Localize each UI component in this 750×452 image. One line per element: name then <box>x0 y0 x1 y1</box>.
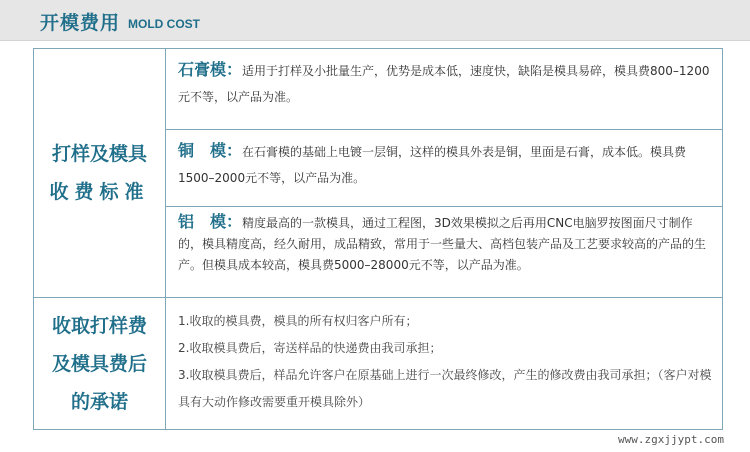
label-line: 收取打样费 <box>51 314 147 337</box>
material-name: 铝 模： <box>178 212 243 231</box>
commitment-item: 2.收取模具费后，寄送样品的快递费由我司承担； <box>178 341 442 355</box>
page-header <box>0 0 750 41</box>
material-name: 石膏模： <box>178 60 243 79</box>
label-line: 收费标准 <box>49 181 150 203</box>
plaster-mold-cell <box>166 49 722 129</box>
material-description: 在石膏模的基础上电镀一层铜，这样的模具外表是铜，里面是石膏，成本低。模具费1500–2000元不等，以产品为准。 <box>178 145 687 185</box>
commitment-item: 3.收取模具费后，样品允许客户在原基础上进行一次最终修改，产生的修改费由我司承担；（客户对模具有大动作修改需要重开模具除外） <box>178 368 712 409</box>
site-watermark: www.zgxjjypt.com <box>618 433 724 446</box>
commitment-label <box>34 297 166 429</box>
header-title: 开模费用 <box>40 12 121 34</box>
aluminum-mold-cell <box>166 206 722 297</box>
label-line: 及模具费后 <box>51 352 147 375</box>
material-name: 铜 模： <box>178 141 243 160</box>
mold-cost-table <box>33 48 723 430</box>
pricing-standard-label <box>34 49 166 297</box>
copper-mold-cell <box>166 129 722 206</box>
label-line: 的承诺 <box>70 390 128 413</box>
material-description: 精度最高的一款模具，通过工程图，3D效果模拟之后再用CNC电脑罗按图面尺寸制作的，模具精度高，经久耐用，成品精致，常用于一些量大、高档包装产品及工艺要求较高的产品的生产。但模具成本较高，模具费5000–28000元不等，以产品为准。 <box>178 216 707 272</box>
material-description: 适用于打样及小批量生产，优势是成本低，速度快，缺陷是模具易碎，模具费800–1200元不等，以产品为准。 <box>178 64 710 104</box>
commitment-cell <box>166 297 722 429</box>
label-line: 打样及模具 <box>51 143 147 165</box>
commitment-item: 1.收取的模具费，模具的所有权归客户所有； <box>178 314 418 328</box>
header-subtitle: MOLD COST <box>128 17 200 31</box>
